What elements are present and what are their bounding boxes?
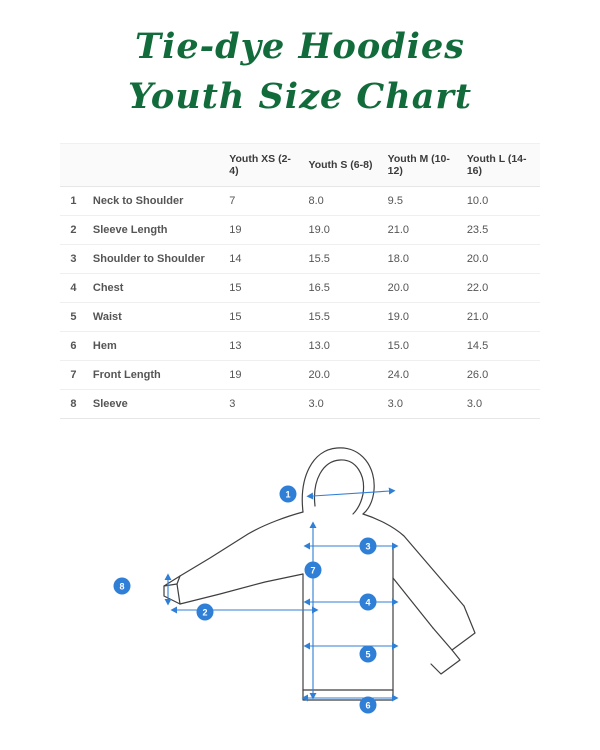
marker-7: [305, 562, 322, 579]
row-label: Neck to Shoulder: [87, 187, 223, 216]
table-row: [60, 245, 540, 274]
table-row: [60, 390, 540, 419]
marker-1: [280, 486, 297, 503]
cell-youth-s: 20.0: [302, 361, 381, 390]
header-number: [60, 144, 87, 187]
cell-youth-m: 20.0: [382, 274, 461, 303]
row-number: 6: [60, 332, 87, 361]
marker-2-label: 2: [202, 607, 208, 618]
cell-youth-s: 15.5: [302, 245, 381, 274]
row-label: Sleeve: [87, 390, 223, 419]
header-measurement: [87, 144, 223, 187]
marker-3-label: 3: [365, 541, 371, 552]
marker-7-label: 7: [310, 565, 316, 576]
cell-youth-m: 18.0: [382, 245, 461, 274]
marker-5-label: 5: [365, 649, 371, 660]
row-label: Shoulder to Shoulder: [87, 245, 223, 274]
cell-youth-xs: 19: [223, 361, 302, 390]
cell-youth-m: 9.5: [382, 187, 461, 216]
marker-4: [360, 594, 377, 611]
cell-youth-xs: 15: [223, 274, 302, 303]
table-row: [60, 332, 540, 361]
table-body: [60, 187, 540, 419]
row-number: 1: [60, 187, 87, 216]
table-row: [60, 216, 540, 245]
row-label: Front Length: [87, 361, 223, 390]
row-label: Waist: [87, 303, 223, 332]
cell-youth-xs: 19: [223, 216, 302, 245]
row-number: 5: [60, 303, 87, 332]
cell-youth-m: 15.0: [382, 332, 461, 361]
table-row: [60, 187, 540, 216]
cell-youth-l: 3.0: [461, 390, 540, 419]
header-youth-s: Youth S (6-8): [302, 144, 381, 187]
cell-youth-l: 20.0: [461, 245, 540, 274]
row-label: Sleeve Length: [87, 216, 223, 245]
cell-youth-xs: 14: [223, 245, 302, 274]
cell-youth-m: 24.0: [382, 361, 461, 390]
cell-youth-m: 19.0: [382, 303, 461, 332]
row-number: 7: [60, 361, 87, 390]
cell-youth-l: 21.0: [461, 303, 540, 332]
size-table-container: [60, 143, 540, 419]
cell-youth-m: 21.0: [382, 216, 461, 245]
cell-youth-s: 13.0: [302, 332, 381, 361]
marker-2: [197, 604, 214, 621]
cell-youth-xs: 3: [223, 390, 302, 419]
cell-youth-l: 26.0: [461, 361, 540, 390]
table-header: [60, 144, 540, 187]
row-number: 4: [60, 274, 87, 303]
title-line-2: Youth Size Chart: [127, 75, 473, 117]
cell-youth-s: 16.5: [302, 274, 381, 303]
header-youth-l: Youth L (14-16): [461, 144, 540, 187]
cell-youth-l: 14.5: [461, 332, 540, 361]
cell-youth-l: 22.0: [461, 274, 540, 303]
cell-youth-l: 23.5: [461, 216, 540, 245]
table-row: [60, 274, 540, 303]
header-youth-m: Youth M (10-12): [382, 144, 461, 187]
marker-3: [360, 538, 377, 555]
marker-8: [114, 578, 131, 595]
page-title: [0, 0, 600, 121]
hoodie-diagram: [60, 428, 540, 728]
marker-4-label: 4: [365, 597, 371, 608]
cell-youth-xs: 7: [223, 187, 302, 216]
table-header-row: [60, 144, 540, 187]
cell-youth-xs: 15: [223, 303, 302, 332]
table-row: [60, 303, 540, 332]
row-label: Chest: [87, 274, 223, 303]
cell-youth-s: 19.0: [302, 216, 381, 245]
table-row: [60, 361, 540, 390]
header-youth-xs: Youth XS (2-4): [223, 144, 302, 187]
line-neck-to-shoulder: [313, 491, 390, 496]
measure-lines: [168, 491, 393, 698]
title-line-1: Tie-dye Hoodies: [135, 26, 465, 67]
marker-5: [360, 646, 377, 663]
cell-youth-xs: 13: [223, 332, 302, 361]
cell-youth-s: 3.0: [302, 390, 381, 419]
marker-8-label: 8: [119, 581, 125, 592]
cell-youth-l: 10.0: [461, 187, 540, 216]
cell-youth-s: 15.5: [302, 303, 381, 332]
row-number: 3: [60, 245, 87, 274]
row-number: 8: [60, 390, 87, 419]
marker-6: [360, 697, 377, 714]
cell-youth-m: 3.0: [382, 390, 461, 419]
size-table: [60, 143, 540, 419]
marker-1-label: 1: [285, 489, 291, 500]
row-label: Hem: [87, 332, 223, 361]
row-number: 2: [60, 216, 87, 245]
cell-youth-s: 8.0: [302, 187, 381, 216]
marker-6-label: 6: [365, 700, 371, 711]
